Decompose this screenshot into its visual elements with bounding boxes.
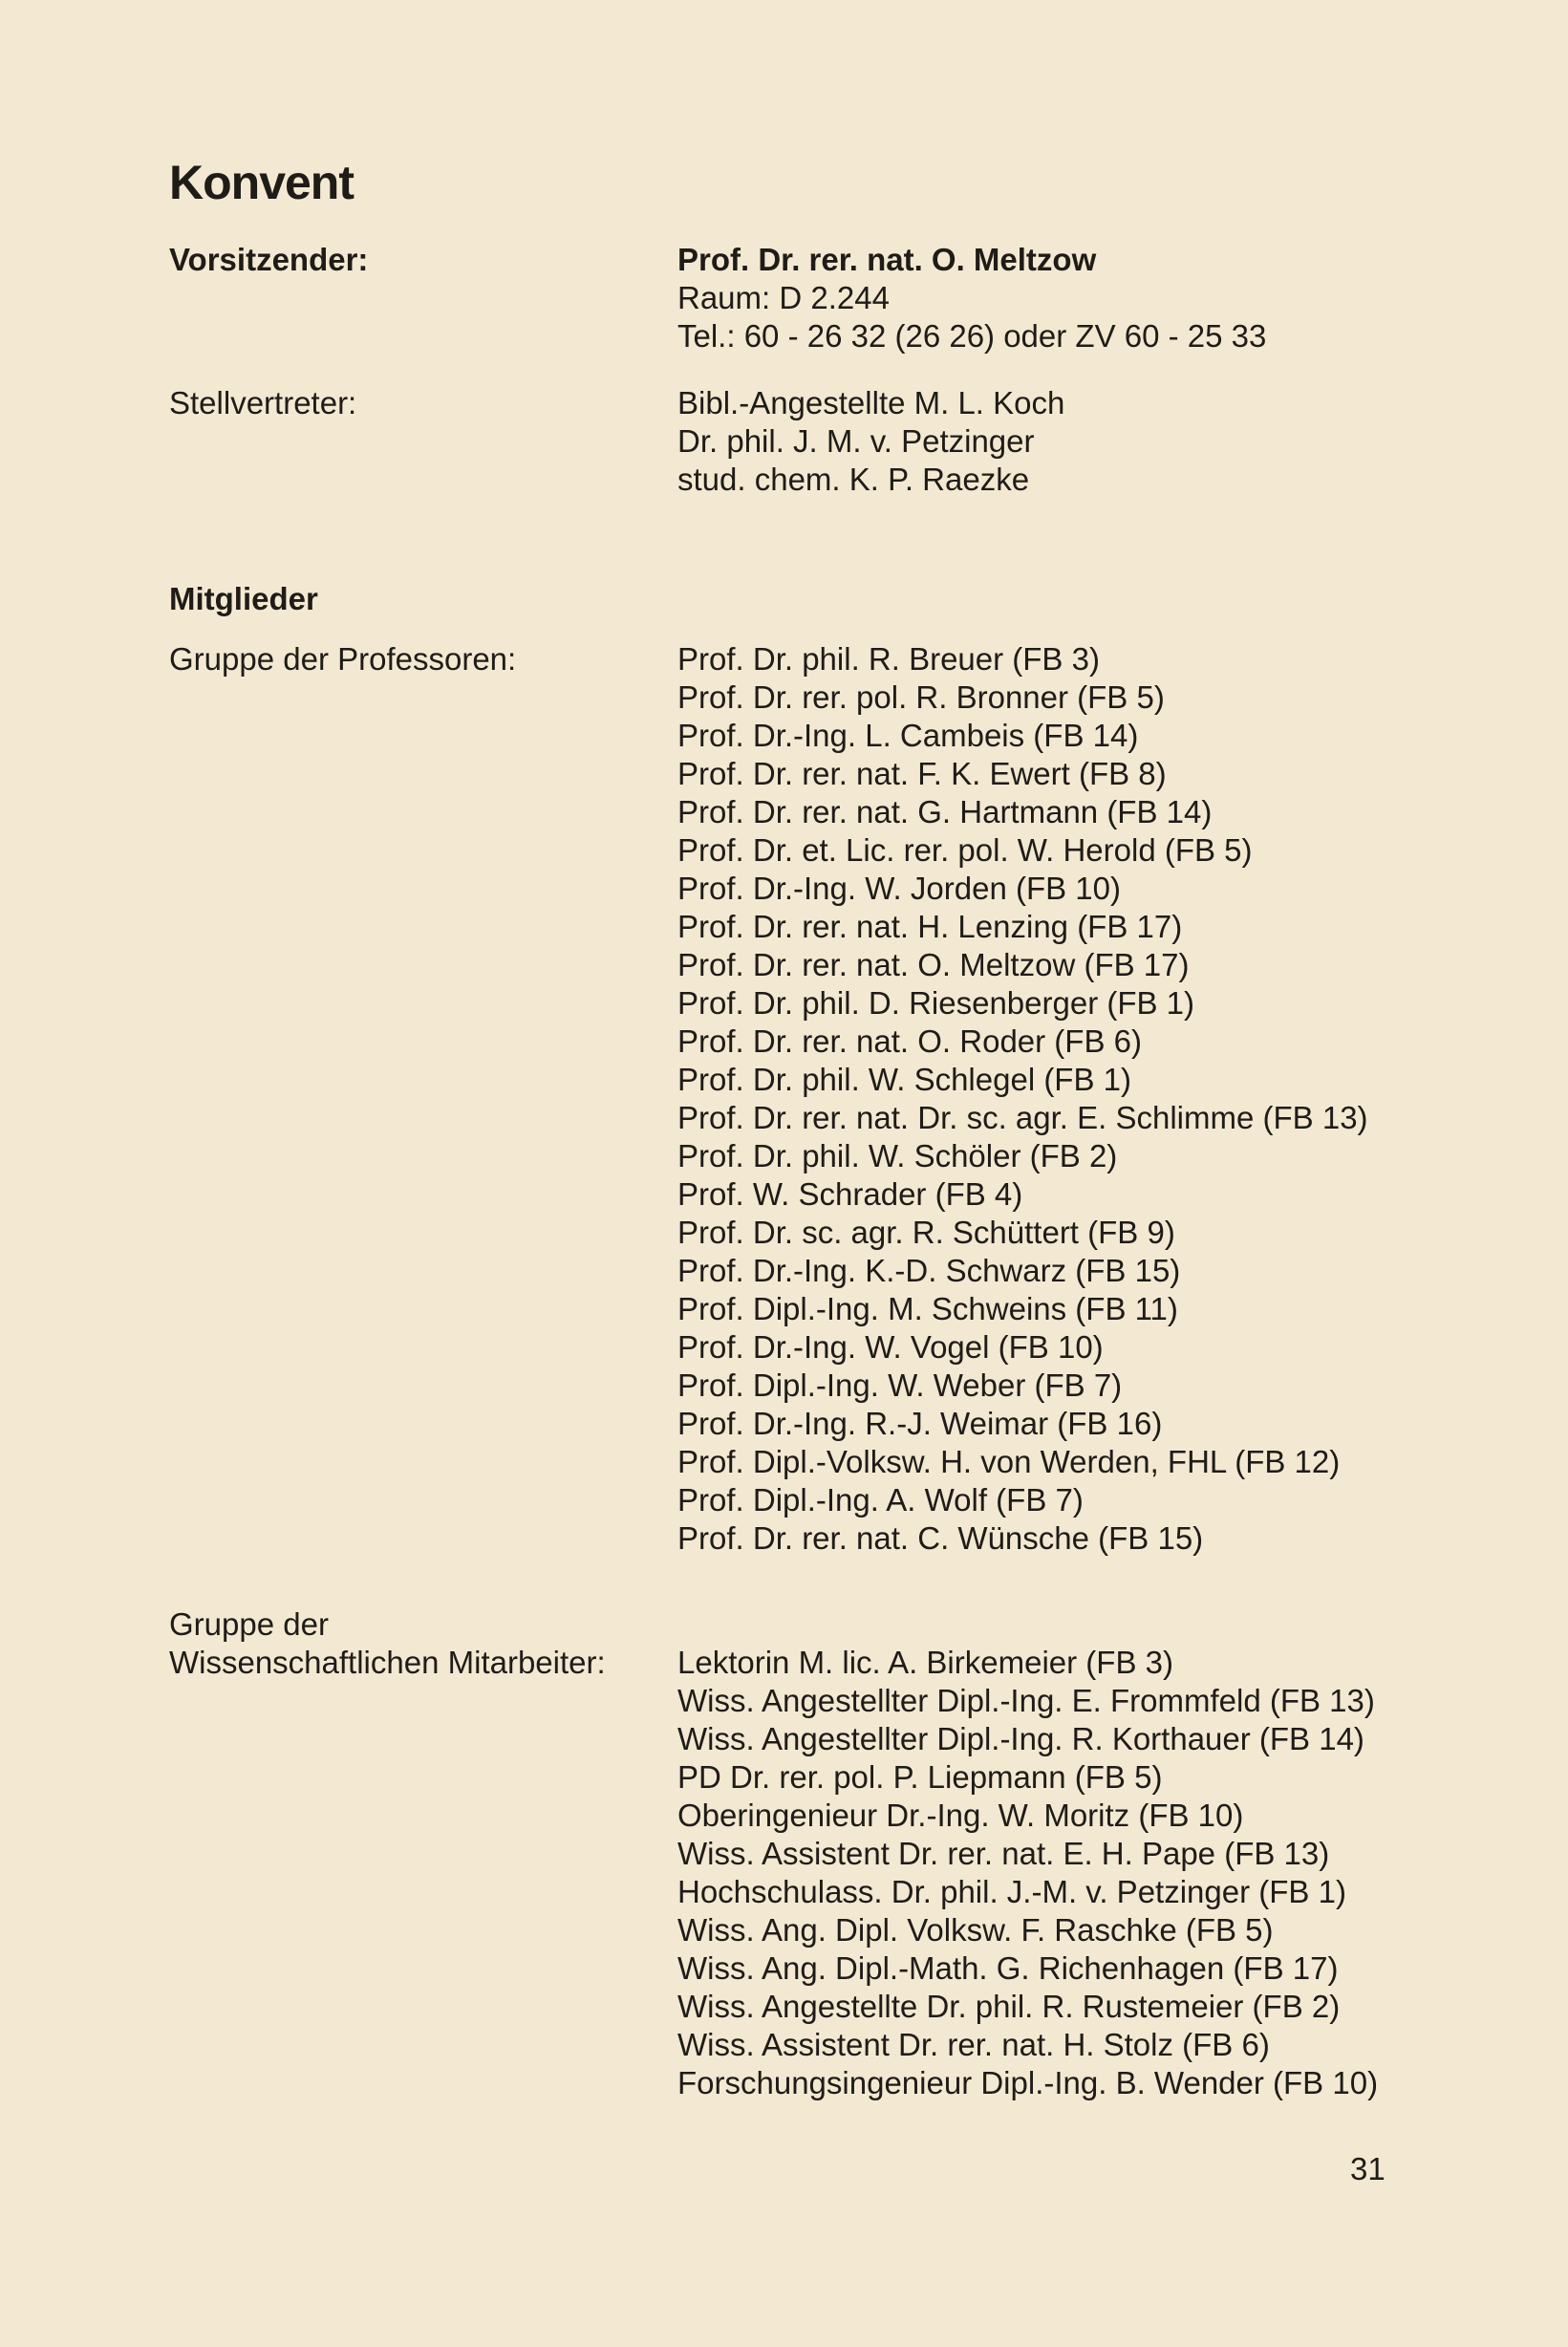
list-item: Prof. Dr. phil. W. Schöler (FB 2) xyxy=(677,1138,1118,1174)
list-item: Prof. Dr. rer. nat. O. Roder (FB 6) xyxy=(677,1023,1142,1059)
list-item: Forschungsingenieur Dipl.-Ing. B. Wender (FB 10) xyxy=(677,2065,1379,2100)
chair-name: Prof. Dr. rer. nat. O. Meltzow xyxy=(677,242,1097,277)
list-item: Bibl.-Angestellte M. L. Koch xyxy=(677,385,1065,420)
list-item: Wiss. Angestellter Dipl.-Ing. E. Frommfeld (FB 13) xyxy=(677,1683,1375,1718)
list-item: Prof. Dr. rer. nat. Dr. sc. agr. E. Schlimme (FB 13) xyxy=(677,1100,1368,1135)
list-item: stud. chem. K. P. Raezke xyxy=(677,462,1030,497)
chair-phone: Tel.: 60 - 26 32 (26 26) oder ZV 60 - 25 33 xyxy=(677,318,1267,354)
staff-list xyxy=(677,1644,1378,2102)
list-item: Prof. Dr.-Ing. K.-D. Schwarz (FB 15) xyxy=(677,1253,1181,1288)
chair-room: Raum: D 2.244 xyxy=(677,280,890,315)
deputies-label: Stellvertreter: xyxy=(169,385,357,420)
list-item: Prof. Dr.-Ing. W. Jorden (FB 10) xyxy=(677,871,1121,906)
list-item: Oberingenieur Dr.-Ing. W. Moritz (FB 10) xyxy=(677,1798,1244,1833)
list-item: Prof. Dr. rer. nat. C. Wünsche (FB 15) xyxy=(677,1520,1204,1556)
list-item: Hochschulass. Dr. phil. J.-M. v. Petzinger (FB 1) xyxy=(677,1874,1346,1909)
chair-details xyxy=(677,241,1266,355)
members-heading: Mitglieder xyxy=(169,581,318,616)
list-item: Dr. phil. J. M. v. Petzinger xyxy=(677,423,1035,459)
list-item: Prof. Dr. rer. nat. H. Lenzing (FB 17) xyxy=(677,909,1183,944)
list-item: Prof. W. Schrader (FB 4) xyxy=(677,1176,1023,1212)
list-item: Prof. Dr. rer. pol. R. Bronner (FB 5) xyxy=(677,679,1165,715)
list-item: Prof. Dipl.-Ing. W. Weber (FB 7) xyxy=(677,1367,1123,1403)
list-item: Prof. Dr.-Ing. W. Vogel (FB 10) xyxy=(677,1329,1104,1365)
list-item: Wiss. Angestellte Dr. phil. R. Rustemeier (FB 2) xyxy=(677,1989,1341,2024)
professors-list xyxy=(677,640,1368,1558)
list-item: Wiss. Angestellter Dipl.-Ing. R. Korthauer (FB 14) xyxy=(677,1721,1364,1756)
list-item: Prof. Dr. phil. R. Breuer (FB 3) xyxy=(677,641,1100,677)
staff-label-line1: Gruppe der xyxy=(169,1606,329,1642)
list-item: Wiss. Ang. Dipl. Volksw. F. Raschke (FB 5) xyxy=(677,1912,1274,1948)
list-item: Prof. Dr. rer. nat. F. K. Ewert (FB 8) xyxy=(677,756,1167,791)
list-item: Prof. Dr.-Ing. L. Cambeis (FB 14) xyxy=(677,718,1139,753)
chair-label: Vorsitzender: xyxy=(169,242,369,277)
list-item: Prof. Dr. rer. nat. G. Hartmann (FB 14) xyxy=(677,794,1213,829)
list-item: Prof. Dr. sc. agr. R. Schüttert (FB 9) xyxy=(677,1215,1175,1250)
list-item: Prof. Dr. phil. D. Riesenberger (FB 1) xyxy=(677,985,1195,1021)
list-item: Wiss. Assistent Dr. rer. nat. H. Stolz (FB 6) xyxy=(677,2027,1270,2062)
section-title: Konvent xyxy=(169,156,354,209)
list-item: Wiss. Assistent Dr. rer. nat. E. H. Pape (FB 13) xyxy=(677,1836,1330,1871)
list-item: Prof. Dipl.-Ing. A. Wolf (FB 7) xyxy=(677,1482,1084,1518)
staff-label-line2: Wissenschaftlichen Mitarbeiter: xyxy=(169,1645,606,1680)
page-number: 31 xyxy=(1350,2151,1385,2186)
deputies-list xyxy=(677,384,1064,499)
list-item: Wiss. Ang. Dipl.-Math. G. Richenhagen (FB 17) xyxy=(677,1950,1339,1986)
list-item: Lektorin M. lic. A. Birkemeier (FB 3) xyxy=(677,1645,1173,1680)
list-item: Prof. Dr. rer. nat. O. Meltzow (FB 17) xyxy=(677,947,1190,982)
list-item: Prof. Dipl.-Volksw. H. von Werden, FHL (FB 12) xyxy=(677,1444,1341,1479)
list-item: Prof. Dipl.-Ing. M. Schweins (FB 11) xyxy=(677,1291,1178,1326)
staff-label xyxy=(169,1605,606,1682)
list-item: Prof. Dr.-Ing. R.-J. Weimar (FB 16) xyxy=(677,1406,1163,1441)
professors-label: Gruppe der Professoren: xyxy=(169,641,517,677)
list-item: Prof. Dr. phil. W. Schlegel (FB 1) xyxy=(677,1062,1131,1097)
list-item: PD Dr. rer. pol. P. Liepmann (FB 5) xyxy=(677,1759,1163,1795)
list-item: Prof. Dr. et. Lic. rer. pol. W. Herold (FB 5) xyxy=(677,832,1253,868)
